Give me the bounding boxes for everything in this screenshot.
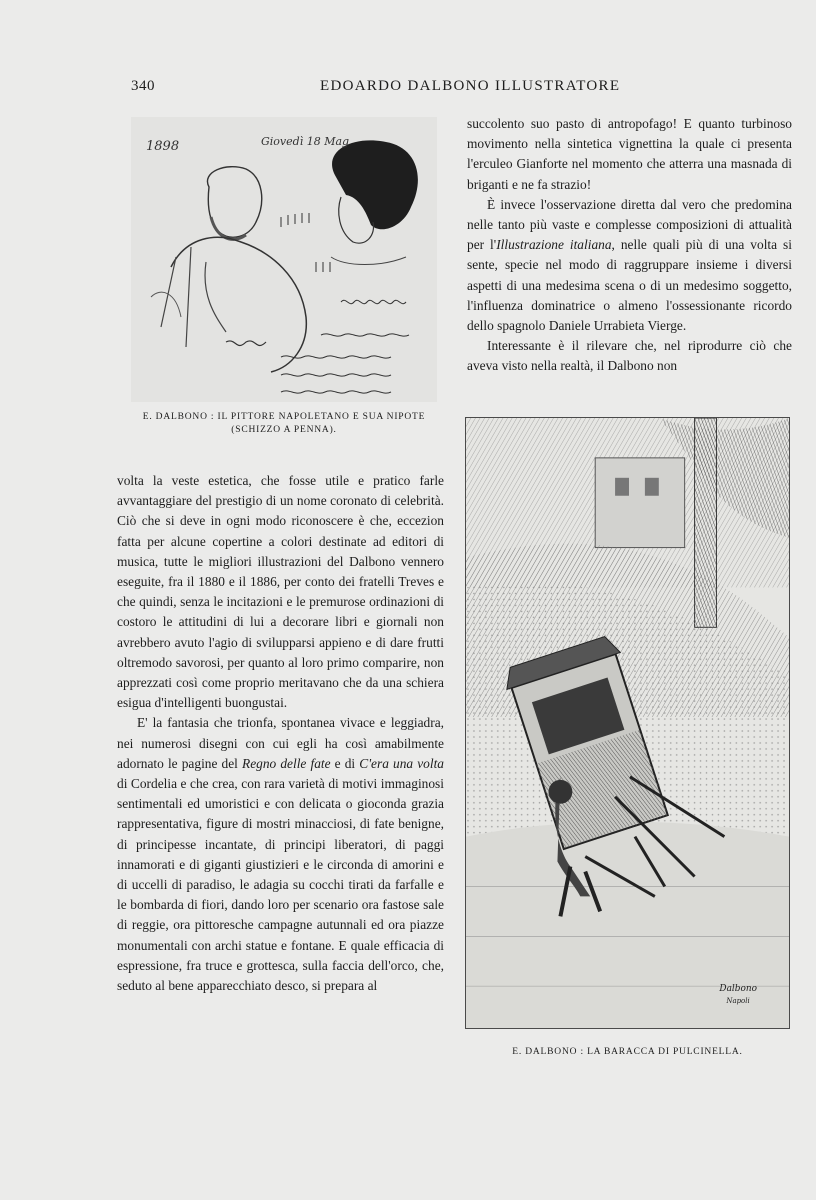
sketch-illustration (131, 117, 437, 402)
paragraph (117, 713, 444, 996)
sketch-caption-line1: E. DALBONO : IL PITTORE NAPOLETANO E SUA NIPOTE (142, 412, 426, 422)
svg-text:1898: 1898 (146, 139, 180, 154)
engraving-illustration (465, 417, 790, 1029)
text-run: È invece l'osservazione diretta dal vero che predomina nelle tanto più vaste e complesse composizioni di attualità per l' (467, 196, 792, 253)
svg-text:Napoli: Napoli (726, 997, 750, 1006)
left-column-text (117, 471, 444, 996)
engraving-caption: E. DALBONO : LA BARACCA DI PULCINELLA. (512, 1047, 743, 1057)
page-number: 340 (131, 78, 155, 94)
running-title: EDOARDO DALBONO ILLUSTRATORE (320, 78, 621, 94)
paragraph: Interessante è il rilevare che, nel riprodurre ciò che aveva visto nella realtà, il Dalbono non (467, 338, 792, 374)
svg-text:Dalbono: Dalbono (719, 984, 757, 995)
sketch-caption (131, 411, 437, 437)
sketch-caption-line2: (SCHIZZO A PENNA). (231, 425, 337, 435)
right-column-text (467, 114, 792, 377)
italic-title: C'era una volta (359, 755, 444, 771)
text-run: , nelle quali più di una volta si sente, specie nel modo di raggruppare insieme i diversi aspetti di una medesima scena o di un medesimo soggetto, l'influenza dominatrice o almeno l'ossessionante ricordo dello spagnolo Daniele Urrabieta Vierge. (467, 237, 792, 334)
text-run: E' la fantasia che trionfa, spontanea vivace e leggiadra, nei numerosi disegni con cui egli ha così amabilmente adornato le pagine del (117, 715, 444, 771)
text-run: e di (330, 755, 360, 771)
paragraph (467, 195, 792, 336)
paragraph: volta la veste estetica, che fosse utile e pratico farle avvantaggiare del prestigio di un nome coronato di celebrità. Ciò che si deve in ogni modo riconoscere è che, eccezion fatta per alcune copertine a colori destinate ad editori di musica, tutte le migliori illustrazioni del Dalbono vennero eseguite, fra il 1880 e il 1886, per conto dei fratelli Treves e che quindi, senza le incitazioni e le premurose ordinazioni di costoro le attitudini di lui a decorare libri e giornali non avrebbero avuto l'agio di svilupparsi appieno e di dare frutti oltremodo savorosi, per quanto al loro primo comparire, non apprezzati così come proprio meritavano che da una schiera esigua d'intelligenti buongustai. (117, 473, 444, 711)
italic-title: Illustrazione italiana (496, 237, 612, 253)
svg-text:Giovedì 18 Mag: Giovedì 18 Mag (261, 135, 350, 148)
italic-title: Regno delle fate (242, 755, 331, 771)
paragraph: succolento suo pasto di antropofago! E quanto turbinoso movimento nella sintetica vignettina la quale ci presenta l'erculeo Gianforte nel momento che atterra una masnada di briganti e ne fa strazio! (467, 116, 792, 192)
text-run: di Cordelia e che crea, con rara varietà di motivi immaginosi sentimentali ed umoristici e con delicata o gioconda grazia rappresentativa, figure di mostri minacciosi, di fate benigne, di principesse incantate, di principi liberatori, di paggi innamorati e di giganti giustizieri e le circonda di amorini e di uccelli di paradiso, le adagia su cocchi tirati da farfalle e le bombarda di fiori, dando loro per scenario ora fastose sale di reggie, ora pittoresche campagne autunnali ed ora piazze monumentali con archi statue e fontane. E quale efficacia di espressione, fra truce e grottesca, sulla faccia dell'orco, che, seduto al bene apparecchiato desco, si prepara al (117, 776, 444, 994)
